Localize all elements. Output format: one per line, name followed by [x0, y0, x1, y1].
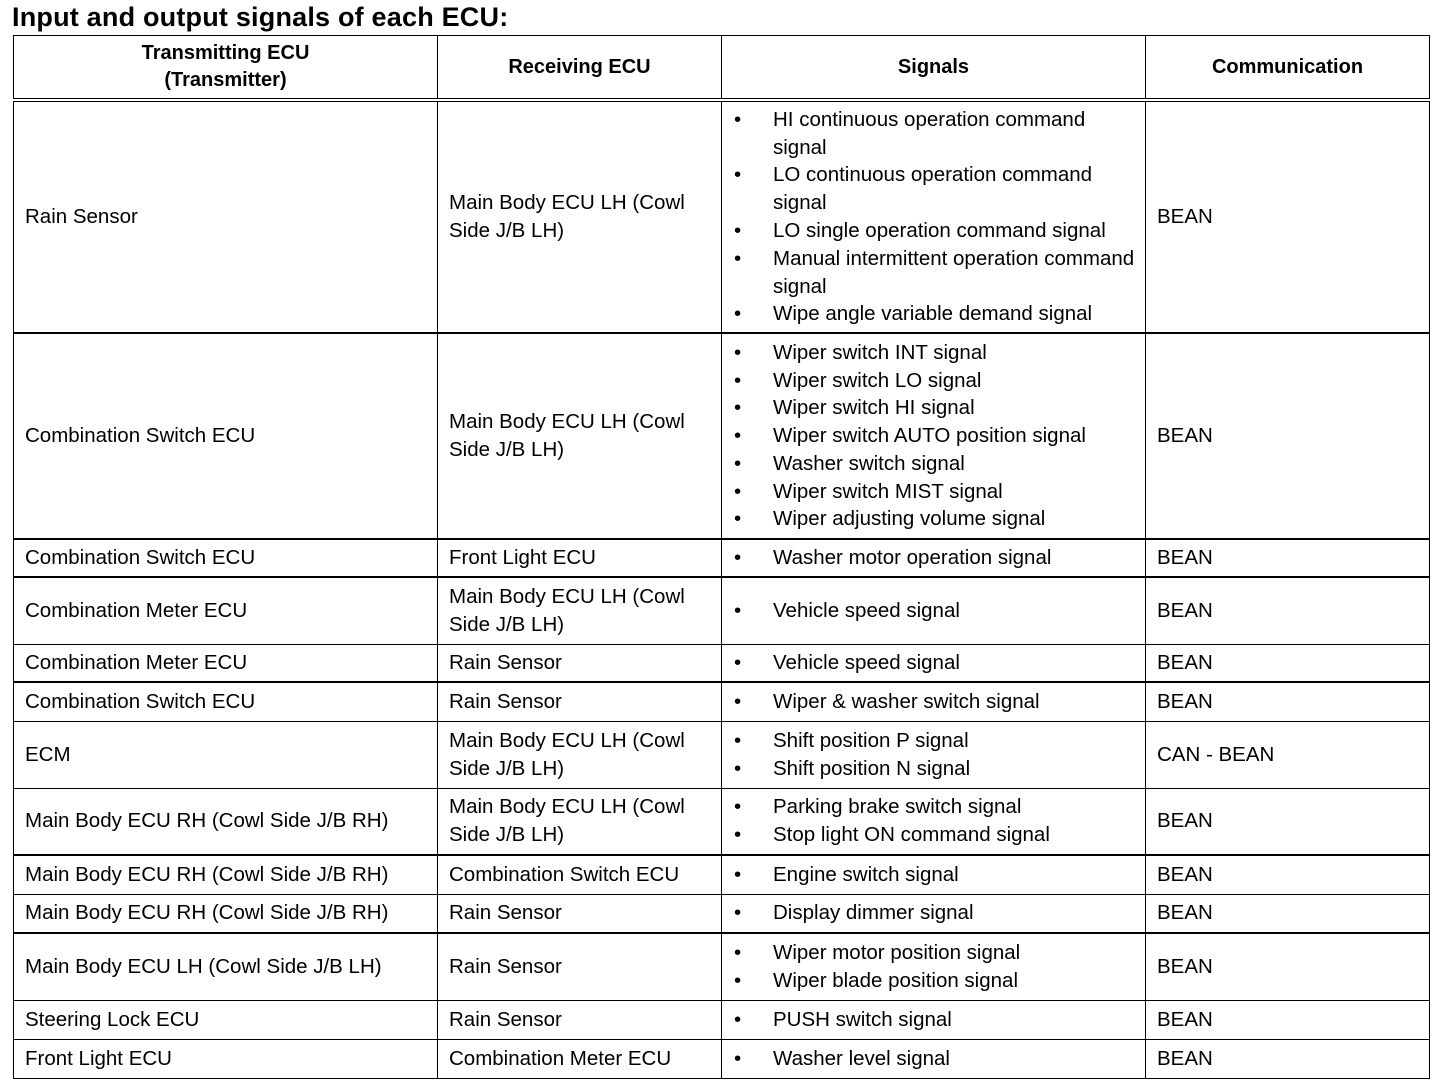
signal-list [734, 106, 1139, 328]
bullet-icon: • [734, 340, 742, 364]
signal-item [734, 727, 1139, 755]
transmitting-ecu-cell: Front Light ECU [14, 1039, 438, 1078]
transmitting-ecu-cell: Rain Sensor [14, 100, 438, 333]
communication-cell: BEAN [1146, 933, 1430, 1000]
signal-item [734, 755, 1139, 783]
bullet-icon: • [734, 968, 742, 992]
signal-item [734, 939, 1139, 967]
signal-item [734, 793, 1139, 821]
communication-cell: BEAN [1146, 100, 1430, 333]
signal-text: Wiper switch INT signal [773, 340, 987, 364]
receiving-ecu-cell: Main Body ECU LH (Cowl Side J/B LH) [438, 788, 722, 855]
transmitting-ecu-cell: Main Body ECU RH (Cowl Side J/B RH) [14, 894, 438, 933]
receiving-ecu-cell: Front Light ECU [438, 539, 722, 577]
transmitting-ecu-cell: Steering Lock ECU [14, 1000, 438, 1039]
table-row [14, 682, 1430, 721]
transmitting-ecu-cell: Combination Meter ECU [14, 577, 438, 644]
signal-list [734, 597, 1139, 625]
communication-cell: BEAN [1146, 1000, 1430, 1039]
signal-text: Wiper adjusting volume signal [773, 507, 1046, 531]
signal-text: Display dimmer signal [773, 901, 974, 925]
communication-cell: BEAN [1146, 333, 1430, 539]
transmitting-ecu-cell: Combination Switch ECU [14, 539, 438, 577]
signals-cell [722, 577, 1146, 644]
communication-cell: BEAN [1146, 788, 1430, 855]
signal-text: Wiper switch AUTO position signal [773, 424, 1086, 448]
signal-item [734, 967, 1139, 995]
bullet-icon: • [734, 546, 742, 570]
signals-cell [722, 721, 1146, 788]
signal-text: Wiper switch LO signal [773, 368, 982, 392]
signal-item [734, 245, 1139, 301]
signal-item [734, 1045, 1139, 1073]
signal-list [734, 544, 1139, 572]
bullet-icon: • [734, 650, 742, 674]
bullet-icon: • [734, 396, 742, 420]
transmitting-ecu-cell: Combination Switch ECU [14, 333, 438, 539]
transmitting-ecu-cell: Main Body ECU RH (Cowl Side J/B RH) [14, 855, 438, 894]
signal-list [734, 339, 1139, 534]
signal-text: Washer level signal [773, 1046, 950, 1070]
receiving-ecu-cell: Rain Sensor [438, 682, 722, 721]
table-row [14, 721, 1430, 788]
transmitting-ecu-cell: Combination Meter ECU [14, 644, 438, 682]
signal-list [734, 727, 1139, 783]
signal-text: Parking brake switch signal [773, 795, 1022, 819]
signal-text: Vehicle speed signal [773, 650, 960, 674]
header-transmitting-ecu [14, 36, 438, 101]
page-title: Input and output signals of each ECU: [12, 2, 509, 32]
signals-cell [722, 682, 1146, 721]
signal-item [734, 1006, 1139, 1034]
table-row [14, 333, 1430, 539]
signal-item [734, 821, 1139, 849]
header-signals: Signals [722, 36, 1146, 101]
header-communication: Communication [1146, 36, 1430, 101]
signals-cell [722, 644, 1146, 682]
table-row [14, 577, 1430, 644]
signal-list [734, 1045, 1139, 1073]
receiving-ecu-cell: Combination Meter ECU [438, 1039, 722, 1078]
signal-text: Wiper switch MIST signal [773, 479, 1003, 503]
signals-cell [722, 788, 1146, 855]
signal-item [734, 478, 1139, 506]
receiving-ecu-cell: Main Body ECU LH (Cowl Side J/B LH) [438, 333, 722, 539]
bullet-icon: • [734, 823, 742, 847]
signal-text: Wiper blade position signal [773, 968, 1018, 992]
receiving-ecu-cell: Rain Sensor [438, 933, 722, 1000]
signal-list [734, 1006, 1139, 1034]
table-row [14, 644, 1430, 682]
bullet-icon: • [734, 219, 742, 242]
signal-text: Manual intermittent operation command signal [773, 246, 1135, 298]
signal-item [734, 899, 1139, 927]
communication-cell: BEAN [1146, 682, 1430, 721]
signal-list [734, 899, 1139, 927]
signal-text: Washer switch signal [773, 451, 965, 475]
bullet-icon: • [734, 728, 742, 752]
communication-cell: BEAN [1146, 855, 1430, 894]
signal-list [734, 861, 1139, 889]
signal-item [734, 217, 1139, 245]
signal-item [734, 649, 1139, 677]
communication-cell: BEAN [1146, 894, 1430, 933]
table-row [14, 855, 1430, 894]
transmitting-ecu-cell: Main Body ECU RH (Cowl Side J/B RH) [14, 788, 438, 855]
signal-text: Shift position N signal [773, 756, 971, 780]
bullet-icon: • [734, 940, 742, 964]
signal-text: Stop light ON command signal [773, 823, 1050, 847]
signal-list [734, 939, 1139, 995]
bullet-icon: • [734, 795, 742, 819]
receiving-ecu-cell: Main Body ECU LH (Cowl Side J/B LH) [438, 100, 722, 333]
signal-text: Wiper switch HI signal [773, 396, 975, 420]
bullet-icon: • [734, 451, 742, 475]
signals-cell [722, 333, 1146, 539]
bullet-icon: • [734, 107, 742, 131]
signal-item [734, 367, 1139, 395]
signal-item [734, 505, 1139, 533]
bullet-icon: • [734, 1007, 742, 1031]
communication-cell: BEAN [1146, 577, 1430, 644]
signal-item [734, 300, 1139, 328]
bullet-icon: • [734, 1046, 742, 1070]
signal-text: LO continuous operation command signal [773, 163, 1093, 215]
header-transmitting-line-2: (Transmitter) [164, 69, 287, 91]
header-receiving-ecu: Receiving ECU [438, 36, 722, 101]
signal-text: Vehicle speed signal [773, 598, 960, 622]
signal-list [734, 688, 1139, 716]
signal-item [734, 861, 1139, 889]
table-row [14, 788, 1430, 855]
signals-cell [722, 539, 1146, 577]
receiving-ecu-cell: Rain Sensor [438, 894, 722, 933]
signal-text: Engine switch signal [773, 862, 959, 886]
signal-item [734, 688, 1139, 716]
bullet-icon: • [734, 479, 742, 503]
bullet-icon: • [734, 507, 742, 531]
bullet-icon: • [734, 246, 742, 270]
ecu-signal-table [13, 35, 1430, 1079]
table-row [14, 894, 1430, 933]
bullet-icon: • [734, 689, 742, 713]
signal-item [734, 161, 1139, 217]
receiving-ecu-cell: Main Body ECU LH (Cowl Side J/B LH) [438, 721, 722, 788]
bullet-icon: • [734, 163, 742, 187]
bullet-icon: • [734, 598, 742, 622]
signal-item [734, 394, 1139, 422]
bullet-icon: • [734, 368, 742, 392]
signals-cell [722, 1039, 1146, 1078]
table-row [14, 100, 1430, 333]
table-row [14, 1000, 1430, 1039]
signal-text: Wiper motor position signal [773, 940, 1021, 964]
table-header [14, 36, 1430, 101]
receiving-ecu-cell: Rain Sensor [438, 644, 722, 682]
table-row [14, 1039, 1430, 1078]
bullet-icon: • [734, 756, 742, 780]
receiving-ecu-cell: Main Body ECU LH (Cowl Side J/B LH) [438, 577, 722, 644]
signal-text: HI continuous operation command signal [773, 107, 1086, 159]
signal-list [734, 649, 1139, 677]
bullet-icon: • [734, 424, 742, 448]
signals-cell [722, 1000, 1146, 1039]
table-row [14, 539, 1430, 577]
bullet-icon: • [734, 302, 742, 326]
signal-item [734, 450, 1139, 478]
table-body [14, 100, 1430, 1078]
table-row [14, 933, 1430, 1000]
header-row [14, 36, 1430, 101]
header-transmitting-line-1: Transmitting ECU [141, 42, 310, 64]
signal-item [734, 339, 1139, 367]
communication-cell: BEAN [1146, 1039, 1430, 1078]
signals-cell [722, 855, 1146, 894]
signal-text: LO single operation command signal [773, 219, 1106, 242]
signal-item [734, 106, 1139, 162]
bullet-icon: • [734, 862, 742, 886]
receiving-ecu-cell: Combination Switch ECU [438, 855, 722, 894]
signal-text: Shift position P signal [773, 728, 969, 752]
communication-cell: BEAN [1146, 539, 1430, 577]
receiving-ecu-cell: Rain Sensor [438, 1000, 722, 1039]
transmitting-ecu-cell: Main Body ECU LH (Cowl Side J/B LH) [14, 933, 438, 1000]
signals-cell [722, 100, 1146, 333]
bullet-icon: • [734, 901, 742, 925]
signal-item [734, 422, 1139, 450]
signal-text: Wiper & washer switch signal [773, 689, 1040, 713]
communication-cell: BEAN [1146, 644, 1430, 682]
signals-cell [722, 933, 1146, 1000]
signal-item [734, 544, 1139, 572]
signal-item [734, 597, 1139, 625]
signal-list [734, 793, 1139, 849]
transmitting-ecu-cell: Combination Switch ECU [14, 682, 438, 721]
signal-text: Washer motor operation signal [773, 546, 1052, 570]
transmitting-ecu-cell: ECM [14, 721, 438, 788]
communication-cell: CAN - BEAN [1146, 721, 1430, 788]
signal-text: Wipe angle variable demand signal [773, 302, 1093, 326]
signals-cell [722, 894, 1146, 933]
signal-text: PUSH switch signal [773, 1007, 952, 1031]
